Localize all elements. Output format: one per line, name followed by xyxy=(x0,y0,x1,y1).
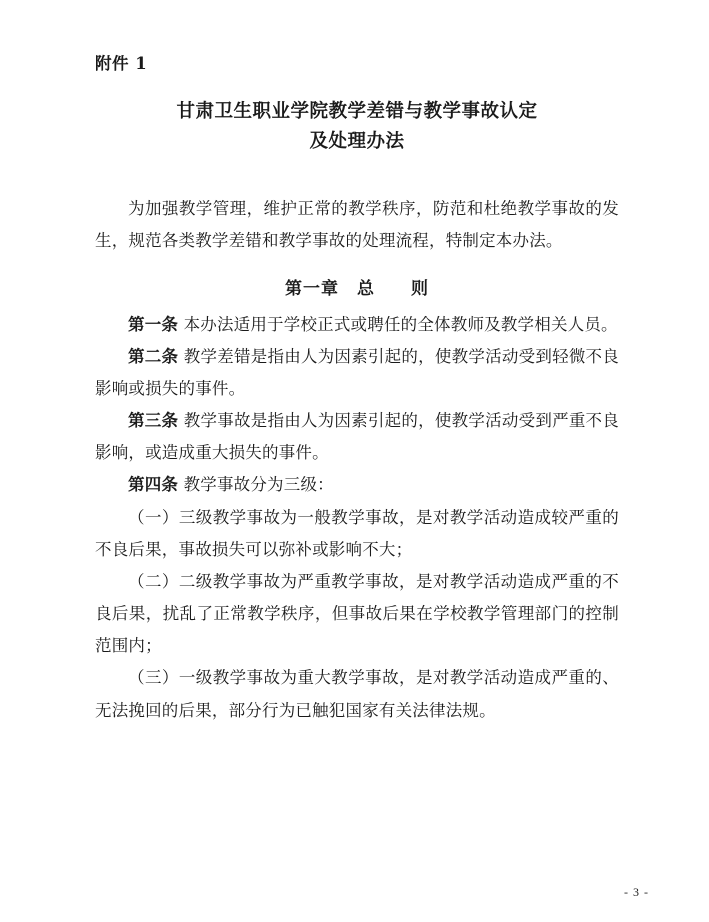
article-number: 第二条 xyxy=(128,346,179,366)
title-spacer xyxy=(95,163,619,193)
page-number: - 3 - xyxy=(624,885,649,899)
article-number: 第四条 xyxy=(128,475,179,495)
article-text: 教学事故是指由人为因素引起的，使教学活动受到严重不良影响，或造成重大损失的事件。 xyxy=(95,411,619,463)
article-paragraph xyxy=(95,309,619,341)
page-title-line-2: 及处理办法 xyxy=(309,131,405,153)
list-item: （一）三级教学事故为一般教学事故，是对教学活动造成较严重的不良后果，事故损失可以弥补或影响不大； xyxy=(95,507,619,559)
preamble-paragraph: 为加强教学管理，维护正常的教学秩序，防范和杜绝教学事故的发生，规范各类教学差错和教学事故的处理流程，特制定本办法。 xyxy=(95,199,619,251)
article-paragraph xyxy=(95,405,619,469)
article-text: 本办法适用于学校正式或聘任的全体教师及教学相关人员。 xyxy=(183,314,618,334)
list-item: （二）二级教学事故为严重教学事故，是对教学活动造成严重的不良后果，扰乱了正常教学秩序，但事故后果在学校教学管理部门的控制范围内； xyxy=(95,571,619,656)
page-title-line-1: 甘肃卫生职业学院教学差错与教学事故认定 xyxy=(176,101,538,123)
article-number: 第三条 xyxy=(128,411,179,431)
attachment-label: 附件 1 xyxy=(95,54,148,73)
article-paragraph xyxy=(95,469,619,501)
article-number: 第一条 xyxy=(128,314,179,334)
page-title xyxy=(95,97,619,157)
chapter-heading: 第一章 总 则 xyxy=(285,279,429,300)
article-text: 教学差错是指由人为因素引起的，使教学活动受到轻微不良影响或损失的事件。 xyxy=(95,346,619,398)
article-text: 教学事故分为三级： xyxy=(183,475,334,495)
list-item: （三）一级教学事故为重大教学事故，是对教学活动造成严重的、无法挽回的后果，部分行为已触犯国家有关法律法规。 xyxy=(95,668,619,720)
article-paragraph xyxy=(95,341,619,405)
